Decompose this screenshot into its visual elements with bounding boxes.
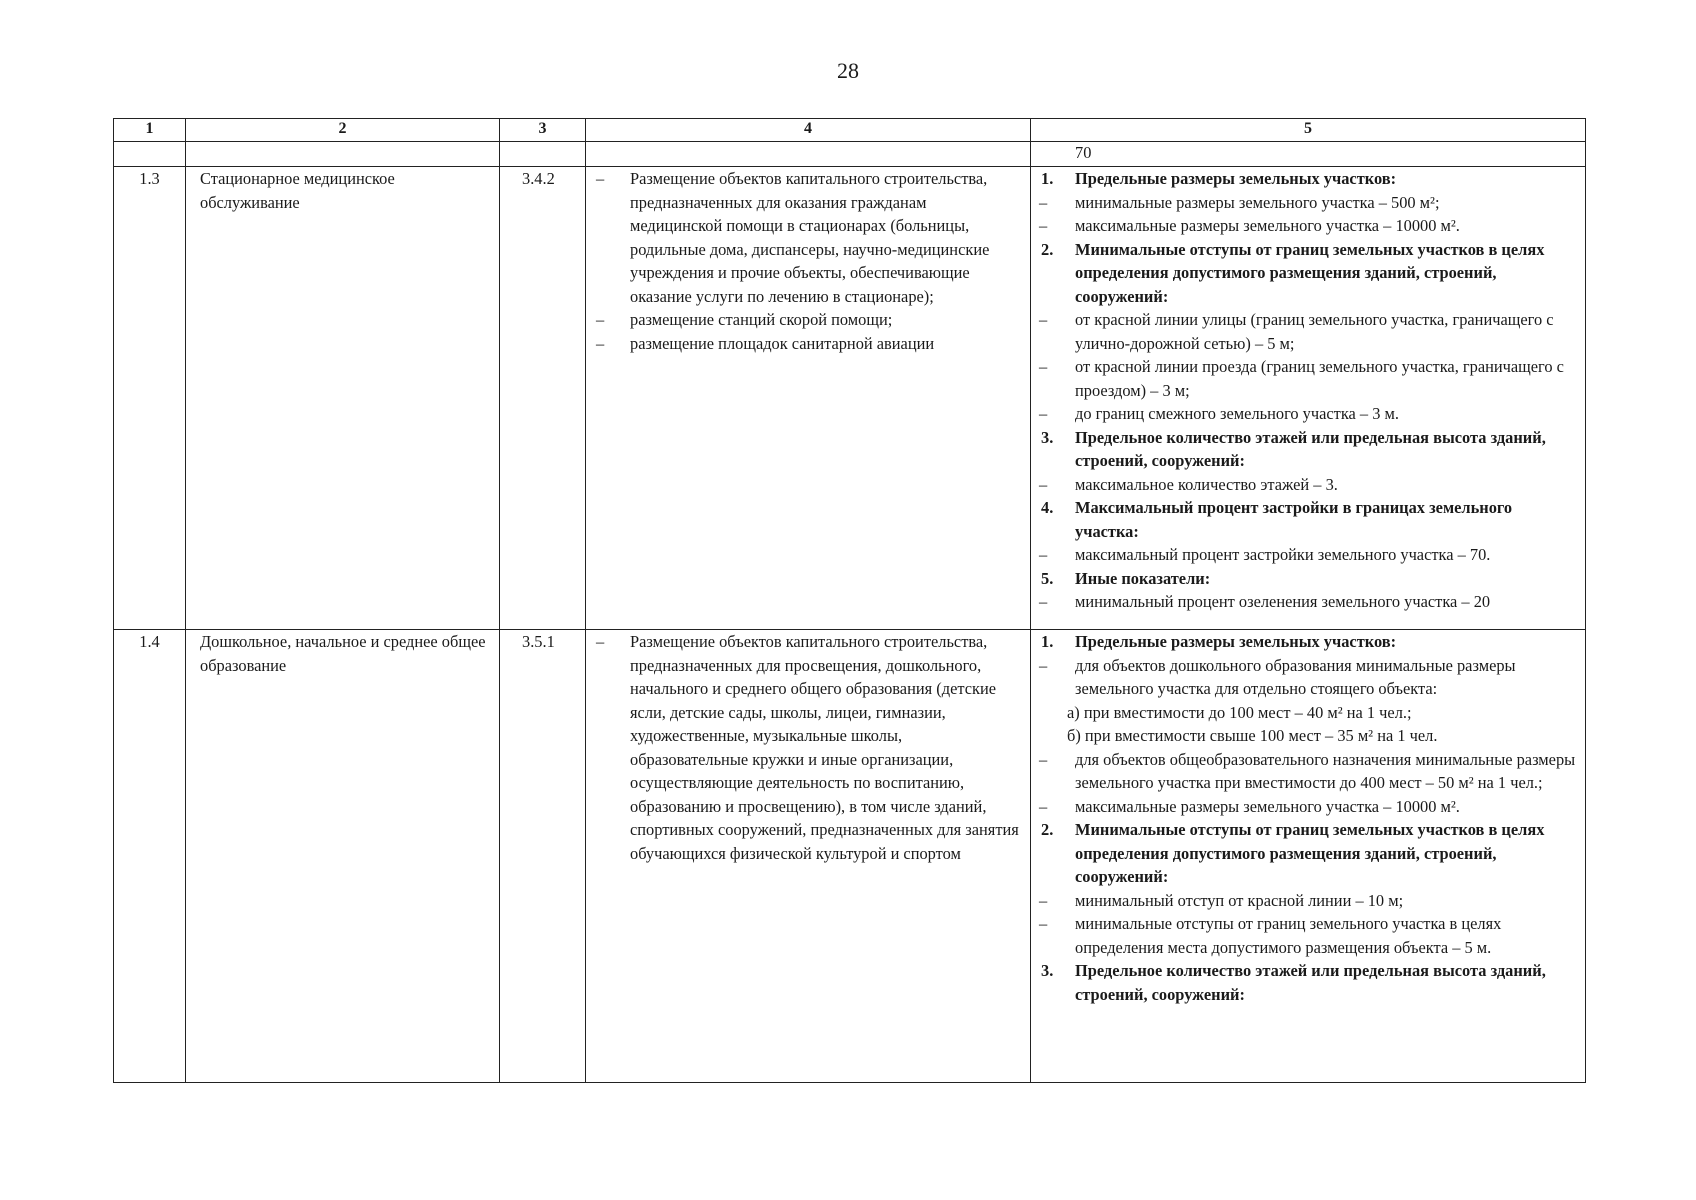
description-text: размещение станций скорой помощи; xyxy=(630,310,893,329)
parameter-heading xyxy=(1031,959,1577,1006)
column-header: 5 xyxy=(1031,119,1586,142)
land-use-description xyxy=(586,630,1031,1083)
parameter-item xyxy=(1031,889,1577,913)
dash-bullet: – xyxy=(1039,357,1048,376)
parameter-title: Минимальные отступы от границ земельных участков в целях определения допустимого размещения зданий, строений, сооружений: xyxy=(1075,820,1545,886)
continuation-row xyxy=(114,142,1586,167)
parameter-item-text: максимальные размеры земельного участка – 10000 м². xyxy=(1075,216,1460,235)
land-use-name: Стационарное медицинское обслуживание xyxy=(186,167,500,630)
column-header: 4 xyxy=(586,119,1031,142)
dash-bullet: – xyxy=(1039,890,1048,910)
description-item xyxy=(586,308,1022,332)
parameter-item xyxy=(1031,912,1577,959)
page-number: 28 xyxy=(837,58,859,83)
parameter-heading xyxy=(1031,238,1577,309)
parameter-title: Максимальный процент застройки в границах земельного участка: xyxy=(1075,498,1513,541)
empty-cell xyxy=(586,142,1031,167)
parameter-item xyxy=(1031,795,1577,819)
parameter-item-text: максимальные размеры земельного участка – 10000 м². xyxy=(1075,796,1460,816)
parameter-heading xyxy=(1031,426,1577,473)
dash-bullet: – xyxy=(1039,404,1048,423)
land-use-code: 3.4.2 xyxy=(500,167,586,630)
parameter-title: Предельное количество этажей или предельная высота зданий, строений, сооружений: xyxy=(1075,961,1546,1004)
parameter-title: Минимальные отступы от границ земельных участков в целях определения допустимого размещения зданий, строений, сооружений: xyxy=(1075,239,1545,306)
parameter-number: 3. xyxy=(1041,427,1054,447)
parameter-heading xyxy=(1031,167,1577,191)
parameter-item-text: для объектов общеобразовательного назначения минимальные размеры земельного участка при вместимости до 400 мест – 50 м² на 1 чел.; xyxy=(1075,749,1576,792)
dash-bullet: – xyxy=(1039,192,1048,212)
parameter-item-text: для объектов дошкольного образования минимальные размеры земельного участка для отдельно стоящего объекта: xyxy=(1075,655,1516,698)
dash-bullet: – xyxy=(1039,796,1048,816)
parameter-item-text: от красной линии улицы (границ земельного участка, граничащего с улично-дорожной сетью) – 5 м; xyxy=(1075,310,1554,353)
dash-bullet: – xyxy=(596,310,605,329)
land-use-description xyxy=(586,167,1031,630)
parameter-item xyxy=(1031,308,1577,355)
table-row xyxy=(114,630,1586,1083)
parameter-number: 1. xyxy=(1041,632,1054,651)
parameter-item xyxy=(1031,543,1577,567)
parameter-item-text: от красной линии проезда (границ земельного участка, граничащего с проездом) – 3 м; xyxy=(1075,357,1564,400)
column-header: 2 xyxy=(186,119,500,142)
parameter-number: 2. xyxy=(1041,820,1054,839)
parameter-heading xyxy=(1031,567,1577,591)
parameter-number: 3. xyxy=(1041,961,1054,980)
parameter-item xyxy=(1031,355,1577,402)
description-text: Размещение объектов капитального строительства, предназначенных для оказания гражданам медицинской помощи в стационарах (больницы, родильные дома, диспансеры, научно-медицинские учреждения и прочие объекты, обеспечивающие оказание услуги по лечению в стационаре); xyxy=(630,169,990,306)
dash-bullet: – xyxy=(1039,474,1048,494)
parameter-number: 2. xyxy=(1041,239,1054,259)
dash-bullet: – xyxy=(596,333,605,353)
parameter-number: 5. xyxy=(1041,568,1054,588)
parameter-subitem: б) при вместимости свыше 100 мест – 35 м² на 1 чел. xyxy=(1067,726,1438,745)
row-number: 1.3 xyxy=(114,167,186,630)
description-item xyxy=(586,630,1022,865)
parameter-item xyxy=(1031,654,1577,701)
dash-bullet: – xyxy=(596,632,605,651)
parameter-heading xyxy=(1031,630,1577,654)
table-row xyxy=(114,167,1586,630)
parameter-item-text: до границ смежного земельного участка – 3 м. xyxy=(1075,404,1399,423)
dash-bullet: – xyxy=(1039,216,1048,235)
column-header: 3 xyxy=(500,119,586,142)
empty-cell xyxy=(114,142,186,167)
parameter-item-text: минимальные отступы от границ земельного участка в целях определения места допустимого размещения объекта – 5 м. xyxy=(1075,914,1502,957)
continuation-value: 70 xyxy=(1031,142,1586,167)
land-use-name: Дошкольное, начальное и среднее общее образование xyxy=(186,630,500,1083)
description-text: размещение площадок санитарной авиации xyxy=(630,333,935,353)
land-use-code: 3.5.1 xyxy=(500,630,586,1083)
parameter-item xyxy=(1031,748,1577,795)
parameter-item-text: минимальный отступ от красной линии – 10 м; xyxy=(1075,890,1404,910)
parameter-title: Предельные размеры земельных участков: xyxy=(1075,169,1397,188)
parameter-title: Предельное количество этажей или предельная высота зданий, строений, сооружений: xyxy=(1075,427,1546,470)
empty-cell xyxy=(186,142,500,167)
dash-bullet: – xyxy=(1039,310,1048,329)
parameter-item xyxy=(1031,191,1577,215)
dash-bullet: – xyxy=(1039,749,1048,769)
land-use-parameters xyxy=(1031,167,1586,630)
parameter-number: 1. xyxy=(1041,169,1054,188)
parameter-item-text: максимальный процент застройки земельного участка – 70. xyxy=(1075,545,1491,564)
table-header-row xyxy=(114,119,1586,142)
parameter-item xyxy=(1031,402,1577,426)
description-item xyxy=(586,332,1022,356)
parameter-title: Иные показатели: xyxy=(1075,568,1211,588)
empty-cell xyxy=(500,142,586,167)
parameter-item-text: максимальное количество этажей – 3. xyxy=(1075,474,1338,494)
parameter-heading xyxy=(1031,818,1577,889)
parameter-item xyxy=(1031,214,1577,238)
column-header: 1 xyxy=(114,119,186,142)
dash-bullet: – xyxy=(596,169,605,188)
dash-bullet: – xyxy=(1039,914,1048,933)
parameter-heading xyxy=(1031,496,1577,543)
parameter-item xyxy=(1031,473,1577,497)
parameter-item-text: минимальный процент озеленения земельного участка – 20 xyxy=(1075,592,1491,611)
parameter-number: 4. xyxy=(1041,498,1054,517)
parameter-title: Предельные размеры земельных участков: xyxy=(1075,632,1397,651)
land-use-parameters xyxy=(1031,630,1586,1083)
dash-bullet: – xyxy=(1039,592,1048,611)
parameter-subitem: а) при вместимости до 100 мест – 40 м² на 1 чел.; xyxy=(1067,702,1412,722)
description-text: Размещение объектов капитального строительства, предназначенных для просвещения, дошкольного, начального и среднего общего образования (детские ясли, детские сады, школы, лицеи, гимназии, художественные, музыкальные школы, образовательные кружки и иные организации, осуществляющие деятельность по воспитанию, образованию и просвещению), в том числе зданий, спортивных сооружений, предназначенных для занятия обучающихся физической культурой и спортом xyxy=(630,632,1019,863)
parameter-item-text: минимальные размеры земельного участка – 500 м²; xyxy=(1075,192,1440,212)
dash-bullet: – xyxy=(1039,655,1048,675)
dash-bullet: – xyxy=(1039,545,1048,564)
parameter-item xyxy=(1031,590,1577,614)
description-item xyxy=(586,167,1022,308)
zoning-table xyxy=(113,118,1586,1083)
row-number: 1.4 xyxy=(114,630,186,1083)
